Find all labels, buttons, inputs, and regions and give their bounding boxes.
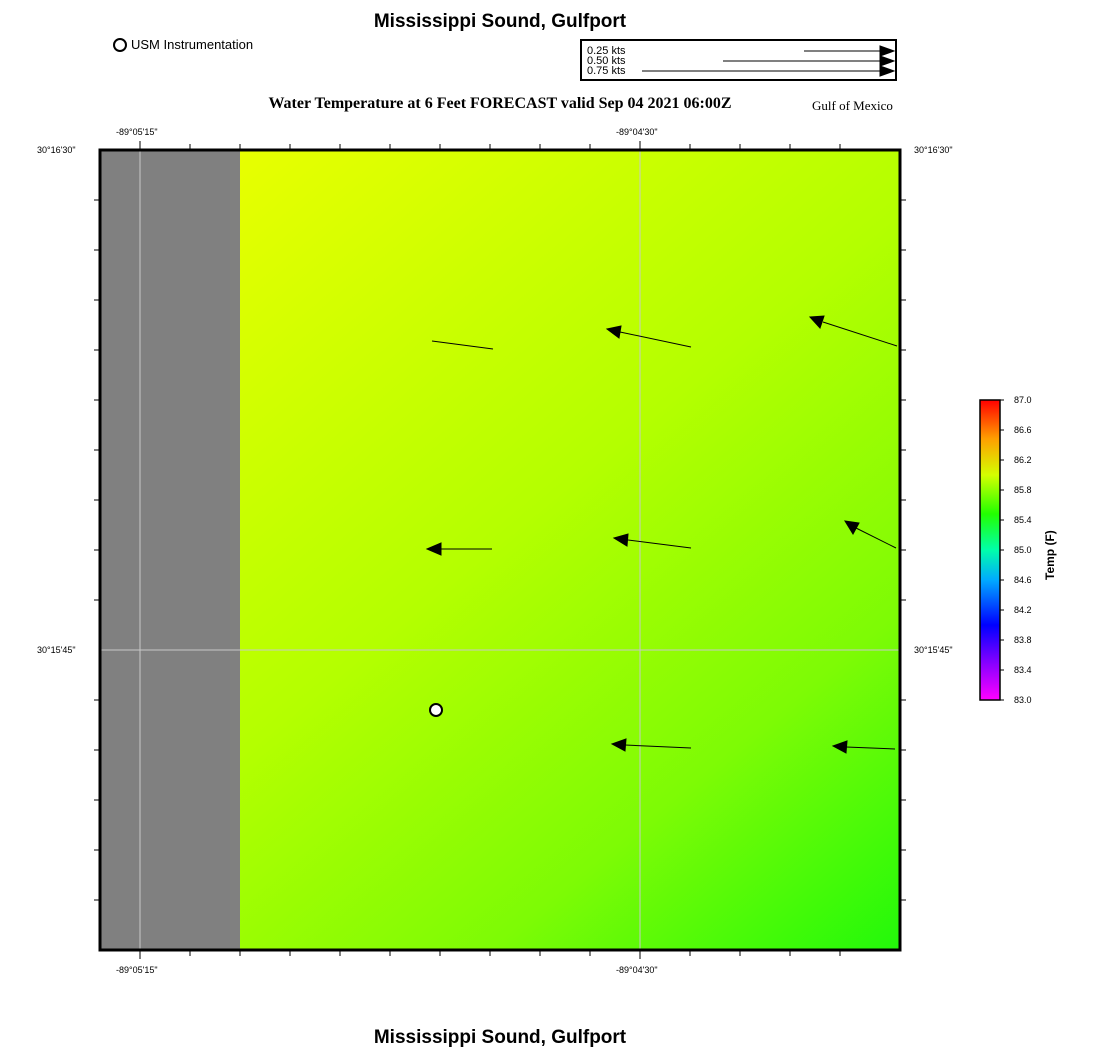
map-title: Mississippi Sound, Gulfport	[373, 11, 627, 32]
colorbar	[975, 395, 1005, 707]
forecast-title: Water Temperature at 6 Feet FORECAST valid Sep 04 2021 06:00Z	[268, 95, 732, 112]
y-tick-right-2: 30°15'45"	[914, 645, 953, 655]
vector-scale-label-3: 0.75 kts	[587, 65, 626, 77]
usm-legend-label: USM Instrumentation	[131, 37, 254, 52]
y-tick-left-1: 30°16'30"	[37, 145, 76, 155]
colorbar-label-2: 86.6	[1014, 425, 1032, 435]
y-tick-right-1: 30°16'30"	[914, 145, 953, 155]
colorbar-label-3: 86.2	[1014, 455, 1032, 465]
x-tick-bottom-2: -89°04'30"	[616, 965, 658, 975]
colorbar-label-5: 85.4	[1014, 515, 1032, 525]
y-tick-left-2: 30°15'45"	[37, 645, 76, 655]
colorbar-label-11: 83.0	[1014, 695, 1032, 705]
water-area	[240, 150, 900, 950]
colorbar-label-1: 87.0	[1014, 395, 1032, 405]
vector-scale-label-2: 0.50 kts	[587, 55, 626, 67]
colorbar-label-7: 84.6	[1014, 575, 1032, 585]
vector-scale-label-1: 0.25 kts	[587, 45, 626, 57]
colorbar-scale	[980, 400, 1000, 700]
region-label: Gulf of Mexico	[812, 98, 893, 113]
x-tick-top-1: -89°05'15"	[116, 127, 158, 137]
colorbar-label-8: 84.2	[1014, 605, 1032, 615]
x-tick-top-2: -89°04'30"	[616, 127, 658, 137]
colorbar-label-10: 83.4	[1014, 665, 1032, 675]
land-area	[100, 150, 240, 950]
colorbar-label-9: 83.8	[1014, 635, 1032, 645]
x-tick-bottom-1: -89°05'15"	[116, 965, 158, 975]
colorbar-label-6: 85.0	[1014, 545, 1032, 555]
footer-title: Mississippi Sound, Gulfport	[373, 1027, 627, 1048]
colorbar-label-4: 85.8	[1014, 485, 1032, 495]
colorbar-title: Temp (F)	[1043, 530, 1057, 580]
usm-station-marker	[430, 704, 442, 716]
